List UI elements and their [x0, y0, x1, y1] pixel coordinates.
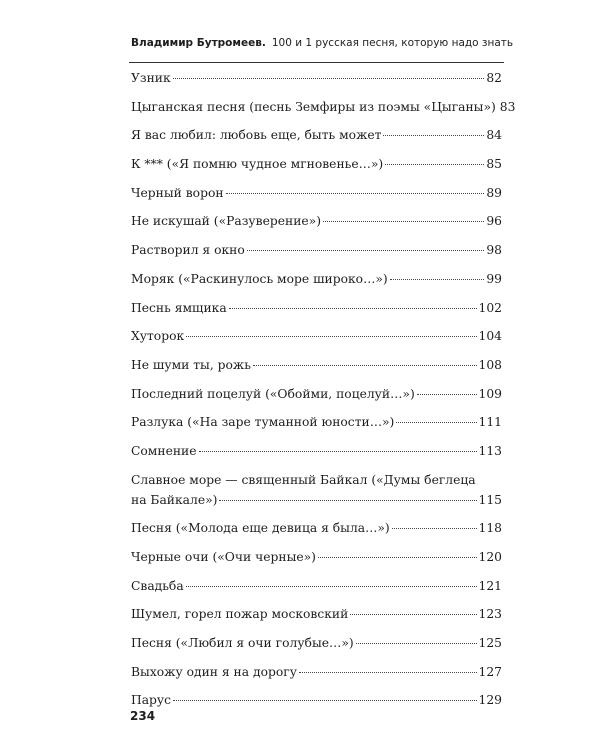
toc-entry-title: Последний поцелуй («Обойми, поцелуй…»): [131, 386, 415, 401]
toc-entry-title: на Байкале»): [131, 492, 218, 507]
toc-entry-title: Сомнение: [131, 443, 197, 458]
table-of-contents: [131, 68, 516, 719]
header-rule: [129, 62, 504, 63]
dot-leader: [247, 250, 485, 251]
toc-entry: [131, 154, 502, 174]
toc-entry-title: Узник: [131, 71, 171, 85]
toc-entry-page: 84: [486, 128, 502, 143]
toc-entry: [131, 690, 502, 710]
dot-leader: [323, 221, 484, 222]
dot-leader: [350, 614, 476, 615]
running-header: [131, 37, 514, 49]
toc-entry: [131, 68, 502, 88]
toc-entry-title: Песня («Любил я очи голубые…»): [131, 636, 354, 651]
toc-entry: [131, 604, 502, 624]
dot-leader: [417, 394, 477, 395]
dot-leader: [253, 365, 477, 366]
toc-entry-page: 115: [478, 492, 502, 507]
toc-entry: [131, 183, 502, 203]
header-book-title: 100 и 1 русская песня, которую надо знать: [271, 37, 514, 49]
toc-entry-title: Растворил я окно: [131, 243, 245, 258]
toc-entry-page: 123: [478, 607, 502, 622]
toc-entry: [131, 412, 502, 432]
dot-leader: [390, 279, 485, 280]
toc-entry-page: 127: [478, 664, 502, 679]
dot-leader: [199, 451, 477, 452]
toc-entry-title: Свадьба: [131, 578, 184, 593]
toc-entry-page: 113: [478, 443, 502, 458]
toc-entry-page: 118: [478, 521, 502, 536]
toc-entry: [131, 576, 502, 596]
toc-entry-title: Не шуми ты, рожь: [131, 357, 251, 372]
toc-entry-page: 102: [478, 300, 502, 315]
toc-entry-page: 99: [486, 271, 502, 286]
dot-leader: [356, 643, 477, 644]
dot-leader: [318, 557, 477, 558]
toc-entry-page: 82: [486, 71, 502, 85]
toc-entry-page: 98: [486, 243, 502, 258]
toc-entry-title: Шумел, горел пожар московский: [131, 607, 349, 622]
toc-entry-page: 125: [478, 636, 502, 651]
toc-entry-page: 85: [486, 157, 502, 172]
toc-entry: [131, 633, 502, 653]
toc-entry-page: 111: [478, 415, 502, 430]
toc-entry: [131, 470, 502, 510]
toc-entry: [131, 441, 502, 461]
dot-leader: [173, 78, 485, 79]
toc-entry-page: 96: [486, 214, 502, 229]
dot-leader: [392, 528, 477, 529]
dot-leader: [396, 422, 476, 423]
toc-entry-page: 129: [478, 693, 502, 708]
dot-leader: [219, 500, 476, 501]
toc-entry-page: 121: [478, 578, 502, 593]
toc-entry-title: Цыганская песня (песнь Земфиры из поэмы «Цыганы»): [131, 99, 496, 114]
toc-entry-page: 83: [499, 99, 516, 114]
toc-entry: [131, 298, 502, 318]
toc-entry: [131, 326, 502, 346]
toc-entry-page: 89: [486, 185, 502, 200]
toc-entry: [131, 211, 502, 231]
dot-leader: [299, 672, 477, 673]
toc-entry-title: К *** («Я помню чудное мгновенье…»): [131, 157, 384, 172]
toc-entry-title: Хуторок: [131, 329, 185, 344]
toc-entry: [131, 125, 502, 145]
toc-entry-title: Черные очи («Очи черные»): [131, 550, 316, 564]
toc-entry-title: Песнь ямщика: [131, 300, 227, 315]
toc-entry-page: 104: [478, 329, 502, 344]
toc-entry-title-line1: Славное море — священный Байкал («Думы беглеца: [131, 472, 476, 487]
toc-entry-title: Выхожу один я на дорогу: [131, 664, 297, 679]
toc-entry: [131, 97, 516, 117]
toc-entry: [131, 240, 502, 260]
dot-leader: [229, 308, 477, 309]
toc-entry-title: Не искушай («Разуверение»): [131, 214, 321, 229]
page-number: 234: [130, 709, 156, 723]
toc-entry-page: 109: [478, 386, 502, 401]
dot-leader: [186, 586, 477, 587]
toc-entry: [131, 384, 502, 404]
toc-entry-title: Черный ворон: [131, 185, 224, 200]
toc-entry-title: Я вас любил: любовь еще, быть может: [131, 128, 382, 143]
header-author: Владимир Бутромеев.: [131, 37, 266, 49]
toc-entry: [131, 269, 502, 289]
toc-entry: [131, 518, 502, 538]
toc-entry-title: Парус: [131, 693, 172, 708]
toc-entry-title: Моряк («Раскинулось море широко…»): [131, 271, 388, 286]
toc-entry: [131, 355, 502, 375]
toc-entry-title: Разлука («На заре туманной юности…»): [131, 415, 395, 430]
toc-entry: [131, 547, 502, 567]
dot-leader: [226, 193, 485, 194]
toc-entry-page: 120: [478, 550, 502, 564]
dot-leader: [385, 164, 484, 165]
toc-entry-page: 108: [478, 357, 502, 372]
dot-leader: [173, 700, 476, 701]
dot-leader: [383, 135, 484, 136]
toc-entry-title: Песня («Молода еще девица я была…»): [131, 521, 390, 536]
toc-entry: [131, 662, 502, 682]
dot-leader: [186, 336, 476, 337]
